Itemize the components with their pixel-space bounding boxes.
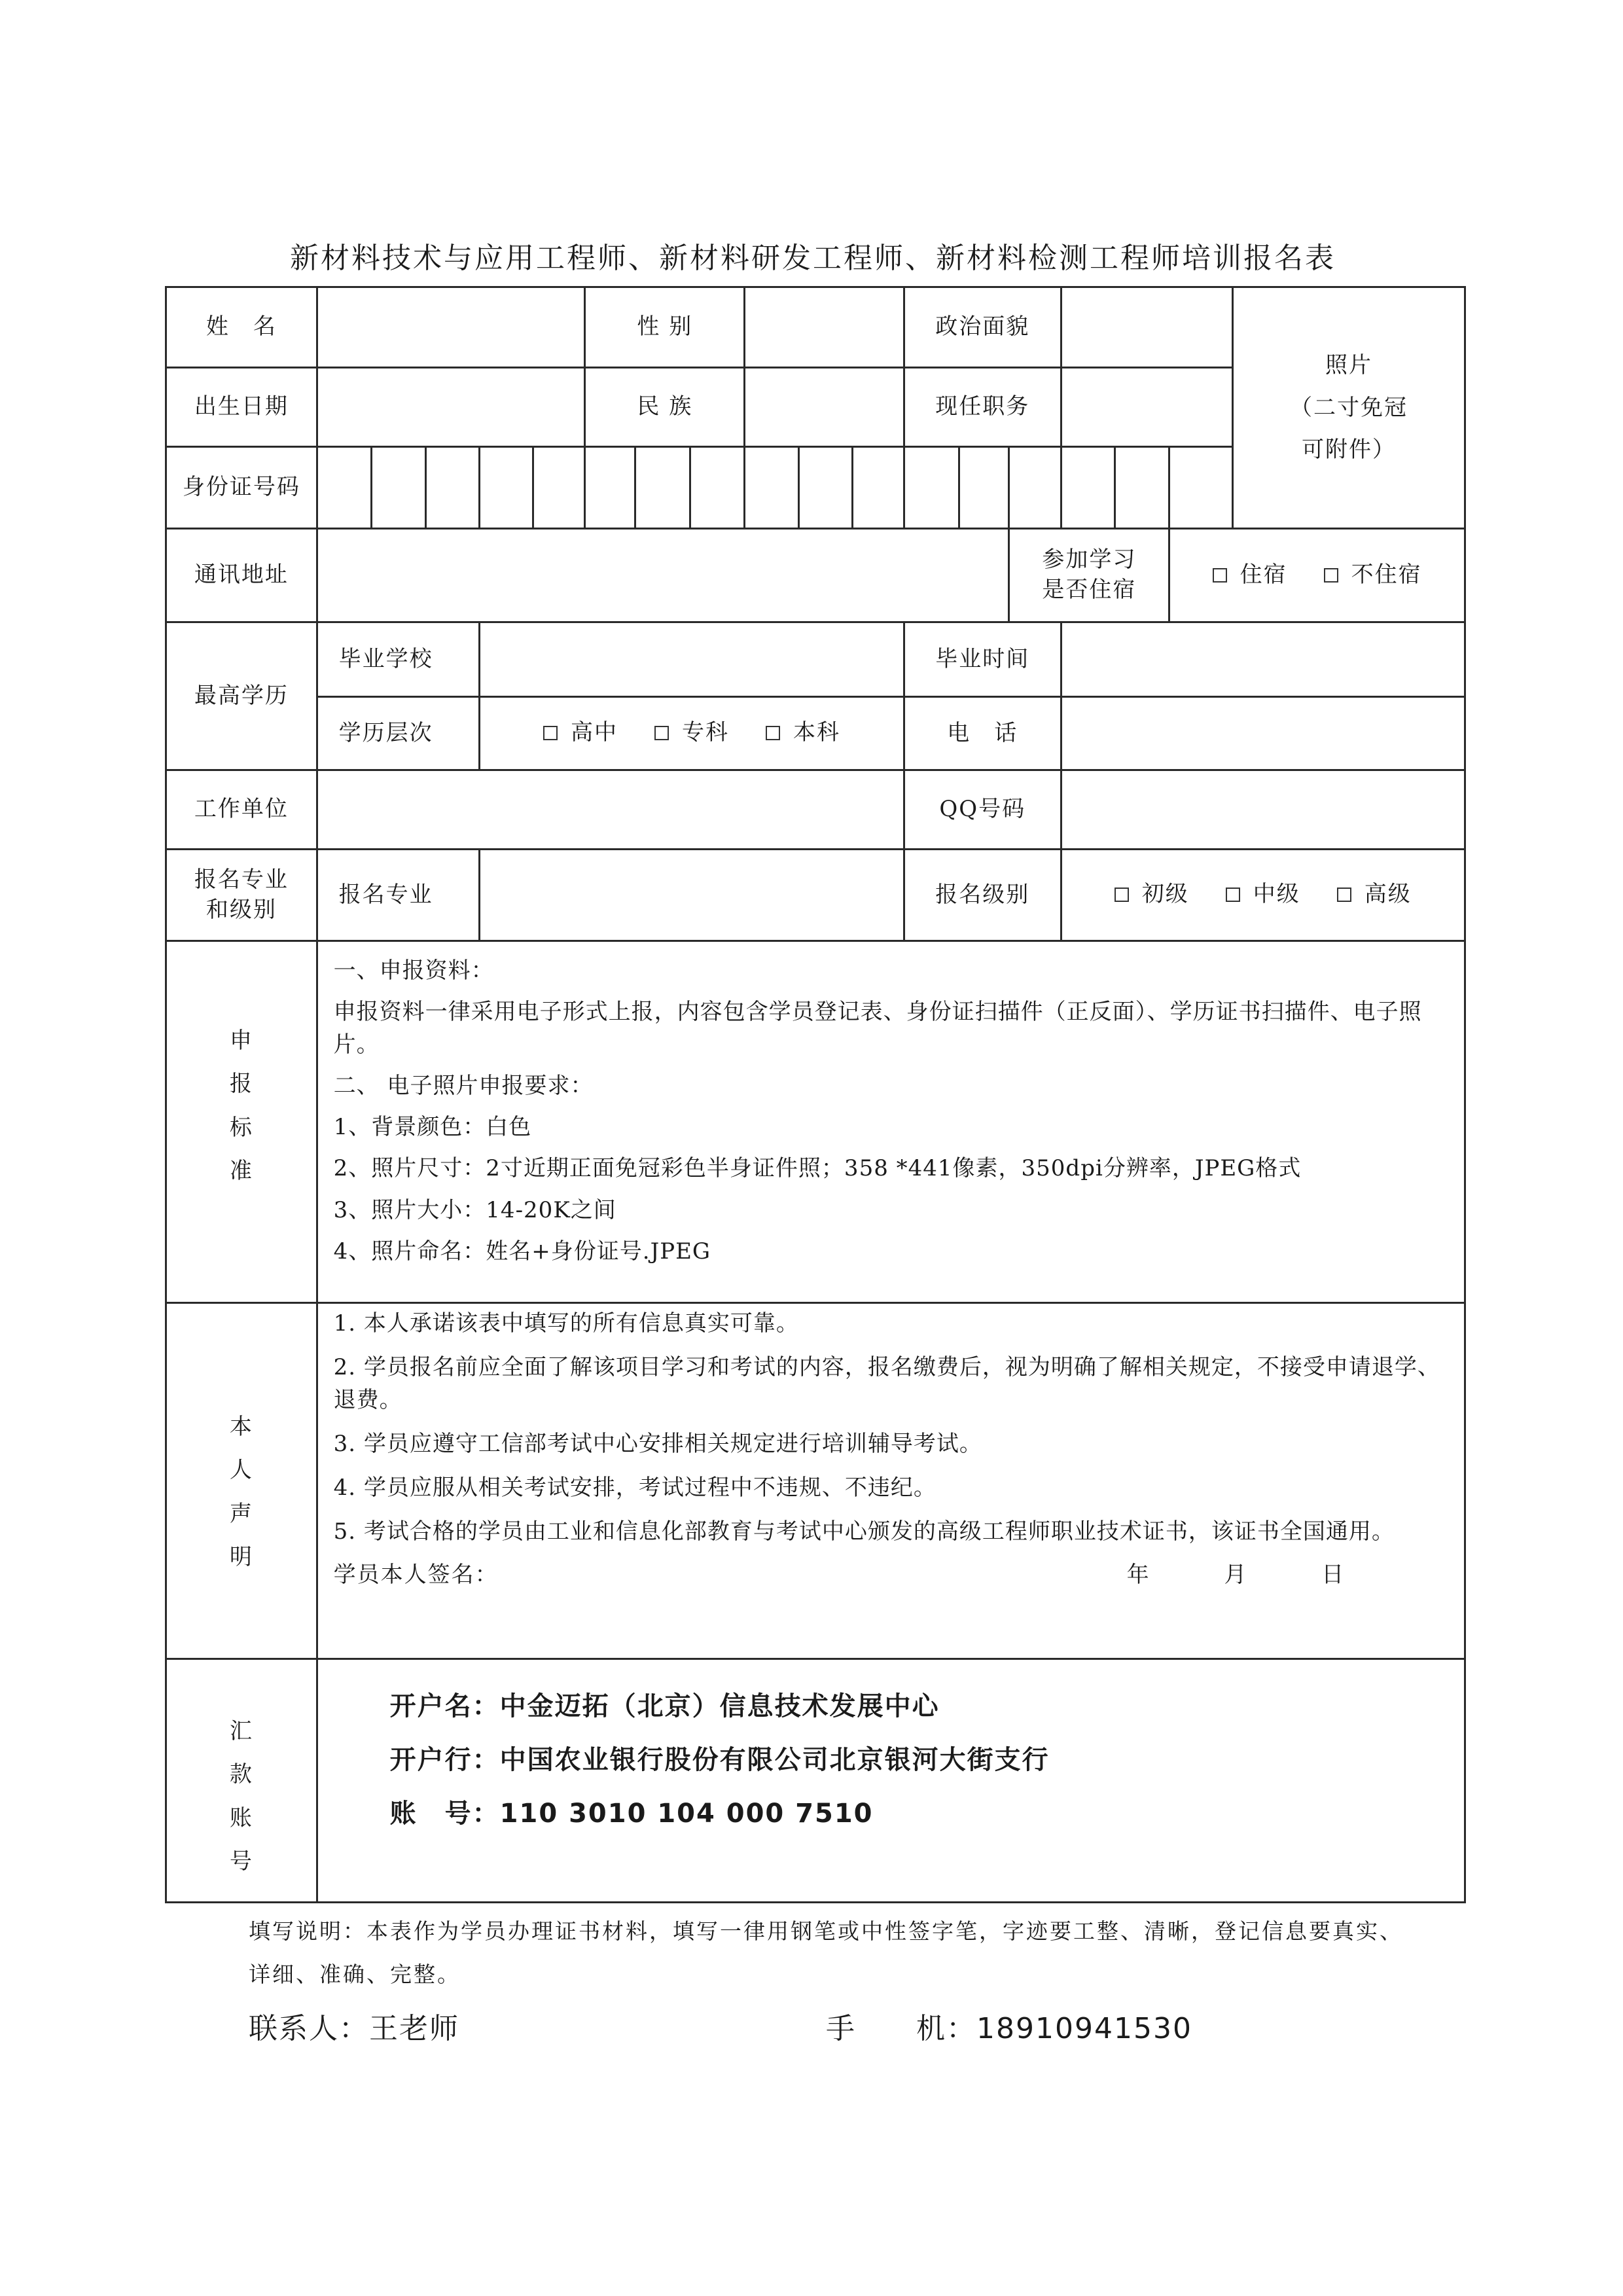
bank-name: 开户行：中国农业银行股份有限公司北京银河大街支行 <box>389 1745 1050 1775</box>
qq-field[interactable] <box>1061 770 1465 850</box>
position-label: 现任职务 <box>904 368 1061 447</box>
standard-line: 3、照片大小：14-20K之间 <box>333 1196 616 1223</box>
standard-label-char: 标 <box>229 1114 253 1141</box>
standard-line: 2、照片尺寸：2寸近期正面免冠彩色半身证件照；358 *441像素，350dpi分辨率，JPEG格式 <box>333 1155 1302 1182</box>
grade-label: 报名级别 <box>904 850 1061 941</box>
form-title: 新材料技术与应用工程师、新材料研发工程师、新材料检测工程师培训报名表 <box>290 242 1336 275</box>
checkbox-icon <box>654 726 669 740</box>
signature-label[interactable]: 学员本人签名： <box>333 1561 499 1588</box>
account-number: 账 号：110 3010 104 000 7510 <box>389 1799 874 1829</box>
declaration-label-char: 声 <box>229 1500 253 1527</box>
standard-line: 申报资料一律采用电子形式上报，内容包含学员登记表、身份证扫描件（正反面）、学历证书扫描件、电子照片。 <box>333 999 1422 1058</box>
checkbox-icon <box>1324 568 1338 583</box>
lodging-option-yes[interactable] <box>1213 560 1287 590</box>
phone-label: 电 话 <box>904 697 1061 770</box>
grade-option-junior[interactable] <box>1115 880 1189 910</box>
position-field[interactable] <box>1061 368 1233 447</box>
major-level-label <box>166 850 317 941</box>
remittance-label <box>166 1659 317 1903</box>
grade-option-label: 中级 <box>1253 881 1300 908</box>
id-digit-box[interactable] <box>745 447 798 529</box>
school-label: 毕业学校 <box>317 622 479 697</box>
edu-level-label: 学历层次 <box>317 697 479 770</box>
birth-label: 出生日期 <box>166 368 317 447</box>
checkbox-icon <box>1226 888 1240 902</box>
phone-field[interactable] <box>1061 697 1465 770</box>
checkbox-icon <box>1115 888 1129 902</box>
grad-time-label: 毕业时间 <box>904 622 1061 697</box>
lodging-label-line1: 参加学习 <box>1042 547 1137 573</box>
edu-option-bachelor[interactable] <box>766 718 840 748</box>
id-digit-box[interactable] <box>372 447 425 529</box>
standard-line: 二、 电子照片申报要求： <box>333 1072 594 1099</box>
work-unit-field[interactable] <box>317 770 904 850</box>
declaration-label-char: 人 <box>229 1457 253 1484</box>
grade-option-middle[interactable] <box>1226 880 1300 910</box>
id-digit-box[interactable] <box>798 447 852 529</box>
checkbox-icon <box>1213 568 1227 583</box>
month-label: 月 <box>1224 1561 1248 1588</box>
contact-mobile: 手 机：18910941530 <box>826 2012 1192 2045</box>
edu-option-highschool[interactable] <box>543 718 618 748</box>
checkbox-icon <box>1337 888 1351 902</box>
id-digit-box[interactable] <box>1061 447 1115 529</box>
registration-form-table <box>165 286 1466 1903</box>
id-digit-box[interactable] <box>1009 447 1061 529</box>
major-level-label-line1: 报名专业 <box>194 866 289 893</box>
declaration-item: 4. 学员应服从相关考试安排，考试过程中不违规、不违纪。 <box>333 1475 936 1501</box>
standard-line: 1、背景颜色：白色 <box>333 1114 532 1141</box>
standard-label-char: 报 <box>229 1071 253 1098</box>
id-digit-box[interactable] <box>1169 447 1233 529</box>
political-field[interactable] <box>1061 287 1233 368</box>
address-label: 通讯地址 <box>166 529 317 622</box>
grade-option-label: 高级 <box>1364 881 1412 908</box>
political-label: 政治面貌 <box>904 287 1061 368</box>
id-digit-box[interactable] <box>959 447 1009 529</box>
id-digit-box[interactable] <box>1115 447 1169 529</box>
id-digit-box[interactable] <box>585 447 635 529</box>
standard-label-char: 准 <box>229 1157 253 1184</box>
declaration-content <box>317 1303 1465 1659</box>
grade-options <box>1061 850 1465 941</box>
declaration-label-char: 明 <box>229 1543 253 1570</box>
remittance-label-char: 款 <box>229 1761 253 1788</box>
id-digit-box[interactable] <box>533 447 585 529</box>
birth-field[interactable] <box>317 368 585 447</box>
edu-option-label: 专科 <box>681 719 729 746</box>
major-level-label-line2: 和级别 <box>205 896 277 923</box>
id-digit-box[interactable] <box>690 447 745 529</box>
edu-option-label: 高中 <box>570 719 618 746</box>
lodging-options <box>1169 529 1465 622</box>
lodging-option-yes-label: 住宿 <box>1240 561 1287 588</box>
address-field[interactable] <box>317 529 1009 622</box>
signature-row <box>334 1560 1451 1590</box>
standard-line: 4、照片命名：姓名+身份证号.JPEG <box>333 1238 711 1265</box>
checkbox-icon <box>766 726 780 740</box>
lodging-label <box>1009 529 1169 622</box>
edu-option-label: 本科 <box>793 719 840 746</box>
declaration-label <box>166 1303 317 1659</box>
id-digit-box[interactable] <box>425 447 479 529</box>
ethnicity-field[interactable] <box>745 368 904 447</box>
id-digit-box[interactable] <box>852 447 904 529</box>
ethnicity-label: 民 族 <box>585 368 745 447</box>
standard-line: 一、申报资料： <box>333 958 494 984</box>
remittance-label-char: 号 <box>229 1848 253 1874</box>
id-digit-box[interactable] <box>635 447 690 529</box>
lodging-option-no-label: 不住宿 <box>1351 561 1422 588</box>
grad-time-field[interactable] <box>1061 622 1465 697</box>
id-digit-box[interactable] <box>904 447 959 529</box>
declaration-item: 3. 学员应遵守工信部考试中心安排相关规定进行培训辅导考试。 <box>333 1430 982 1457</box>
edu-option-college[interactable] <box>654 718 729 748</box>
declaration-label-char: 本 <box>229 1414 253 1440</box>
remittance-content <box>317 1659 1465 1903</box>
work-unit-label: 工作单位 <box>166 770 317 850</box>
education-label: 最高学历 <box>166 622 317 770</box>
remittance-label-char: 汇 <box>229 1718 253 1744</box>
lodging-option-no[interactable] <box>1324 560 1422 590</box>
gender-label: 性 别 <box>585 287 745 368</box>
name-field[interactable] <box>317 287 585 368</box>
year-label: 年 <box>1126 1561 1150 1588</box>
contact-person: 联系人：王老师 <box>249 2012 459 2045</box>
checkbox-icon <box>543 726 558 740</box>
account-name: 开户名：中金迈拓（北京）信息技术发展中心 <box>389 1691 940 1721</box>
id-digit-box[interactable] <box>317 447 371 529</box>
photo-size-note: （二寸免冠 <box>1290 394 1408 421</box>
edu-level-options <box>479 697 904 770</box>
gender-field[interactable] <box>745 287 904 368</box>
name-label: 姓 名 <box>166 287 317 368</box>
standard-content <box>317 941 1465 1303</box>
day-label: 日 <box>1321 1561 1346 1588</box>
declaration-item: 5. 考试合格的学员由工业和信息化部教育与考试中心颁发的高级工程师职业技术证书，该证书全国通用。 <box>333 1518 1395 1545</box>
school-field[interactable] <box>479 622 904 697</box>
grade-option-label: 初级 <box>1141 881 1189 908</box>
photo-box[interactable] <box>1233 287 1465 529</box>
declaration-item: 2. 学员报名前应全面了解该项目学习和考试的内容，报名缴费后，视为明确了解相关规定，不接受申请退学、退费。 <box>333 1354 1440 1413</box>
grade-option-senior[interactable] <box>1337 880 1412 910</box>
id-digit-box[interactable] <box>479 447 533 529</box>
photo-label: 照片 <box>1325 352 1372 379</box>
fill-instructions: 填写说明：本表作为学员办理证书材料，填写一律用钢笔或中性签字笔，字迹要工整、清晰，登记信息要真实、详细、准确、完整。 <box>249 1918 1403 1987</box>
declaration-item: 1. 本人承诺该表中填写的所有信息真实可靠。 <box>333 1310 799 1336</box>
standard-label-char: 申 <box>229 1028 253 1054</box>
major-field[interactable] <box>479 850 904 941</box>
major-label: 报名专业 <box>317 850 479 941</box>
standard-label <box>166 941 317 1303</box>
qq-label: QQ号码 <box>904 770 1061 850</box>
remittance-label-char: 账 <box>229 1804 253 1831</box>
id-number-label: 身份证号码 <box>166 447 317 529</box>
lodging-label-line2: 是否住宿 <box>1042 577 1137 603</box>
photo-attach-note: 可附件） <box>1302 437 1396 463</box>
